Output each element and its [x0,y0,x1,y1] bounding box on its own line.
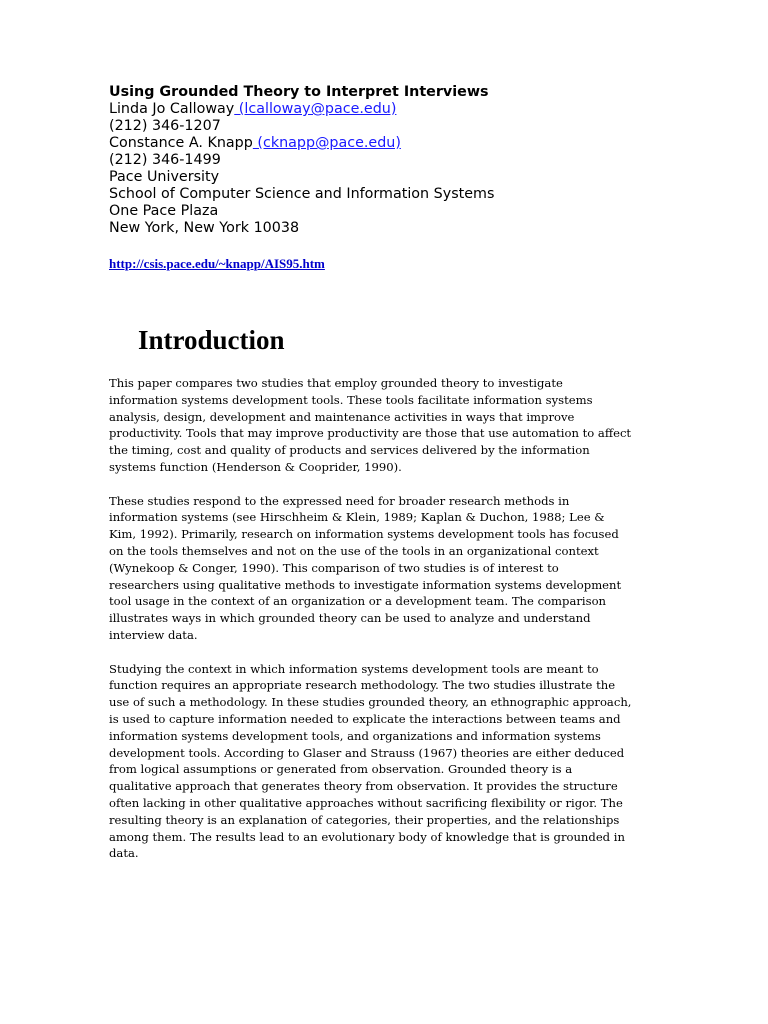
author-1-email-link[interactable]: (lcalloway@pace.edu) [234,101,397,117]
paragraph-line: function requires an appropriate research methodology. The two studies illustrate the [109,678,616,693]
paragraph-line: tool usage in the context of an organization or a development team. The comparison [109,594,607,609]
paragraph-line: researchers using qualitative methods to investigate information systems development [109,577,622,592]
paragraph-line: productivity. Tools that may improve productivity are those that use automation to affect [109,426,632,441]
document-title: Using Grounded Theory to Interpret Interviews [109,84,489,100]
paragraph-line: information systems development tools, and organizations and information systems [109,728,601,743]
paragraph-line: is used to capture information needed to explicate the interactions between teams and [109,711,621,726]
affiliation-school: School of Computer Science and Information Systems [109,186,495,202]
paragraph-line: resulting theory is an explanation of categories, their properties, and the relationships [109,812,620,827]
paragraph-line: This paper compares two studies that employ grounded theory to investigate [109,376,563,390]
author-1-phone: (212) 346-1207 [109,118,221,134]
author-1-name: Linda Jo Calloway [109,101,235,117]
author-1-line [109,101,669,118]
paragraph-line: Studying the context in which information systems development tools are meant to [109,661,599,676]
paragraph-line: Kim, 1992). Primarily, research on information systems development tools has focused [109,527,619,542]
paragraph-line: information systems (see Hirschheim & Klein, 1989; Kaplan & Duchon, 1988; Lee & [109,510,605,525]
paragraph-line: the timing, cost and quality of products and services delivered by the information [109,443,590,458]
paragraph-line: systems function (Henderson & Cooprider, 1990). [109,459,402,474]
paragraph-line: qualitative approach that generates theory from observation. It provides the structure [109,779,618,794]
paragraph-line: interview data. [109,627,198,642]
author-2-email-link[interactable]: (cknapp@pace.edu) [252,135,401,151]
affiliation-city: New York, New York 10038 [109,220,300,236]
paragraph-line: often lacking in other qualitative approaches without sacrificing flexibility or rigor. The [109,795,623,810]
paragraph-line: analysis, design, development and maintenance activities in ways that improve [109,409,575,424]
paragraph [109,493,665,644]
paragraph-line: These studies respond to the expressed need for broader research methods in [109,493,570,508]
paragraph [109,375,665,476]
paragraph-line: information systems development tools. These tools facilitate information systems [109,392,593,407]
body-text [109,375,665,879]
affiliation-university: Pace University [109,169,220,185]
author-2-line [109,135,669,152]
paragraph-line: illustrates ways in which grounded theory can be used to analyze and understand [109,611,591,626]
author-2-name: Constance A. Knapp [109,135,253,151]
section-heading: Introduction [138,325,285,355]
paragraph-line: among them. The results lead to an evolutionary body of knowledge that is grounded in [109,829,625,844]
paragraph-line: data. [109,846,139,861]
paragraph-line: use of such a methodology. In these studies grounded theory, an ethnographic approach, [109,695,632,710]
paragraph-line: development tools. According to Glaser and Strauss (1967) theories are either deduced [109,745,625,760]
paragraph [109,661,665,863]
author-2-phone: (212) 346-1499 [109,152,221,168]
paper-url-link[interactable]: http://csis.pace.edu/~knapp/AIS95.htm [109,256,325,271]
paragraph-line: on the tools themselves and not on the use of the tools in an organizational context [109,543,599,558]
paragraph-line: from logical assumptions or generated from observation. Grounded theory is a [109,762,573,777]
paragraph-line: (Wynekoop & Conger, 1990). This comparison of two studies is of interest to [109,560,559,575]
affiliation-street: One Pace Plaza [109,203,219,219]
document-header [109,84,669,237]
